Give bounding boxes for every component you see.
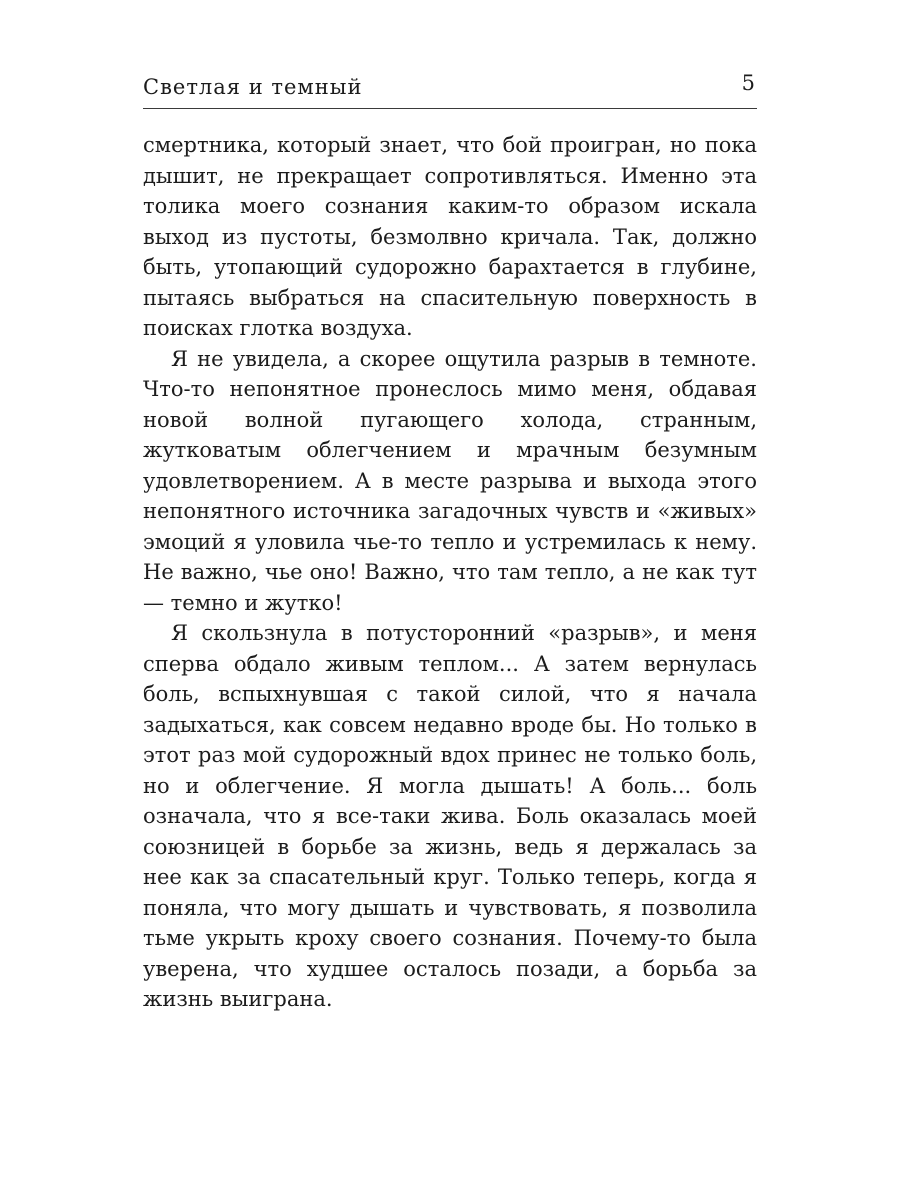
body-text xyxy=(143,130,757,1015)
running-title: Светлая и темный xyxy=(143,75,363,99)
paragraph-2: Я не увидела, а скорее ощутила разрыв в темноте. Что-то непонятное пронеслось мимо меня, обдавая новой волной пугающего холода, странным, жутковатым облегчением и мрачным безумным удовлетворением. А в месте разрыва и выхода этого непонятного источника загадочных чувств и «живых» эмоций я уловила чье-то тепло и устремилась к нему. Не важно, чье оно! Важно, что там тепло, а не как тут — темно и жутко! xyxy=(143,346,757,615)
page-number: 5 xyxy=(741,71,755,95)
paragraph-3: Я скользнула в потусторонний «разрыв», и меня сперва обдало живым теплом... А затем вернулась боль, вспыхнувшая с такой силой, что я начала задыхаться, как совсем недавно вроде бы. Но только в этот раз мой судорожный вдох принес не только боль, но и облегчение. Я могла дышать! А боль... боль означала, что я все-таки жива. Боль оказалась моей союзницей в борьбе за жизнь, ведь я держалась за нее как за спасательный круг. Только теперь, когда я поняла, что могу дышать и чувствовать, я позволила тьме укрыть кроху своего сознания. Почему-то была уверена, что худшее осталось позади, а борьба за жизнь выиграна. xyxy=(143,621,757,1011)
page-header xyxy=(143,68,757,109)
paragraph-1: смертника, который знает, что бой проигран, но пока дышит, не прекращает сопротивляться. Именно эта толика моего сознания каким-то образом искала выход из пустоты, безмолвно кричала. Так, должно быть, утопающий судорожно барахтается в глубине, пытаясь выбраться на спасительную поверхность в поисках глотка воздуха. xyxy=(143,133,757,340)
